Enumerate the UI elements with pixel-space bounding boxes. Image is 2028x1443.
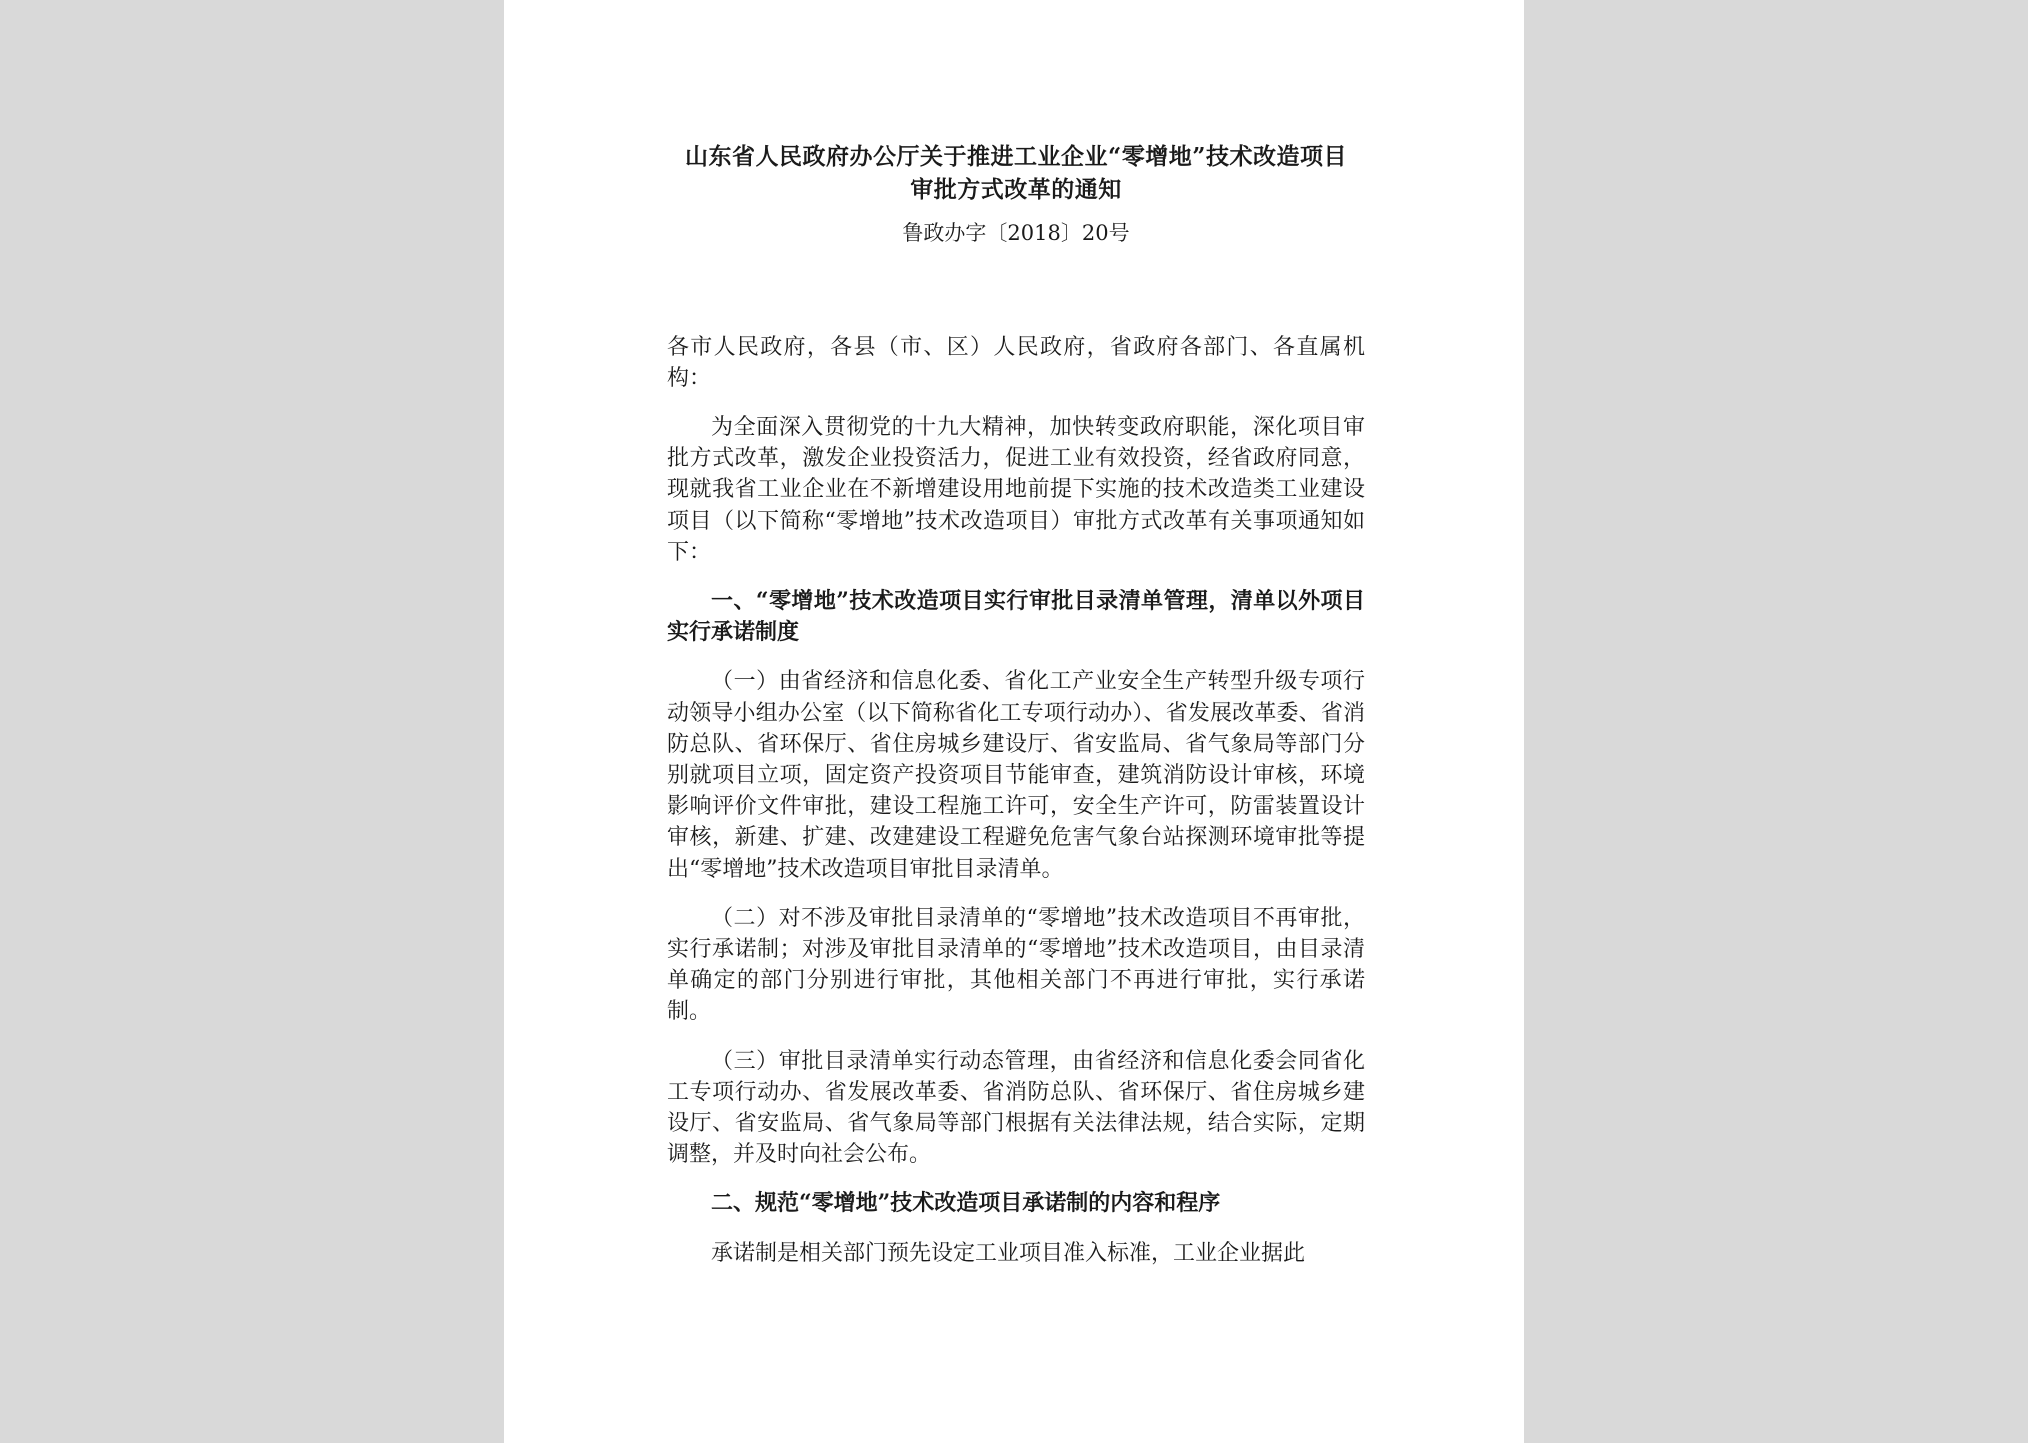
document-content xyxy=(667,140,1365,1269)
section-1-heading: 一、“零增地”技术改造项目实行审批目录清单管理，清单以外项目实行承诺制度 xyxy=(667,588,1365,646)
document-number: 鲁政办字〔2018〕20号 xyxy=(902,221,1130,245)
section-1-item-2: （二）对不涉及审批目录清单的“零增地”技术改造项目不再审批，实行承诺制；对涉及审批目录清单的“零增地”技术改造项目，由目录清单确定的部门分别进行审批，其他相关部门不再进行审批，实行承诺制。 xyxy=(667,905,1365,1025)
section-2-heading: 二、规范“零增地”技术改造项目承诺制的内容和程序 xyxy=(711,1190,1221,1217)
salutation: 各市人民政府，各县（市、区）人民政府，省政府各部门、各直属机构： xyxy=(667,335,1365,391)
title-line-2: 审批方式改革的通知 xyxy=(910,176,1122,203)
document-title xyxy=(667,140,1365,206)
section-1-item-1: （一）由省经济和信息化委、省化工产业安全生产转型升级专项行动领导小组办公室（以下简称省化工专项行动办）、省发展改革委、省消防总队、省环保厅、省住房城乡建设厅、省安监局、省气象局等部门分别就项目立项，固定资产投资项目节能审查，建筑消防设计审核，环境影响评价文件审批，建设工程施工许可，安全生产许可，防雷装置设计审核，新建、扩建、改建建设工程避免危害气象台站探测环境审批等提出“零增地”技术改造项目审批目录清单。 xyxy=(667,669,1365,882)
document-page xyxy=(504,0,1524,1443)
intro-paragraph: 为全面深入贯彻党的十九大精神，加快转变政府职能，深化项目审批方式改革，激发企业投资活力，促进工业有效投资，经省政府同意，现就我省工业企业在不新增建设用地前提下实施的技术改造类工业建设项目（以下简称“零增地”技术改造项目）审批方式改革有关事项通知如下： xyxy=(667,415,1365,565)
title-line-1: 山东省人民政府办公厅关于推进工业企业“零增地”技术改造项目 xyxy=(685,143,1347,170)
section-2-paragraph: 承诺制是相关部门预先设定工业项目准入标准，工业企业据此 xyxy=(711,1240,1306,1266)
section-1-item-3: （三）审批目录清单实行动态管理，由省经济和信息化委会同省化工专项行动办、省发展改革委、省消防总队、省环保厅、省住房城乡建设厅、省安监局、省气象局等部门根据有关法律法规，结合实际，定期调整，并及时向社会公布。 xyxy=(667,1048,1365,1168)
